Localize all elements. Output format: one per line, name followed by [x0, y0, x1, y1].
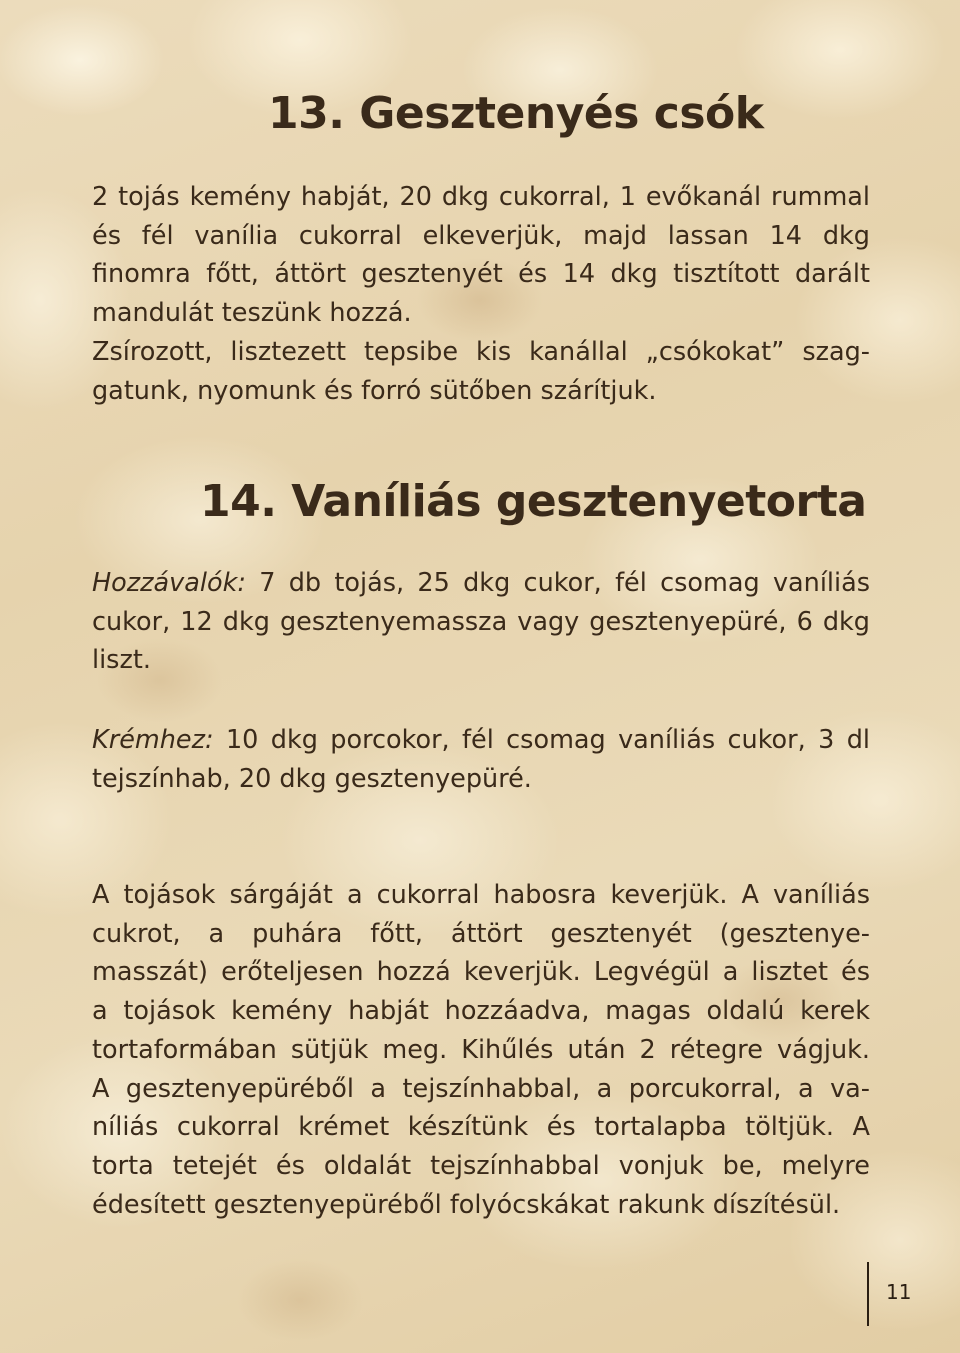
page-number: 11	[886, 1280, 912, 1304]
text-line: Zsírozott, lisztezett tepsibe kis kanállal „csókokat” szag-	[92, 336, 870, 367]
text-line: 2 tojás kemény habját, 20 dkg cukorral, 1 evőkanál rummal	[92, 182, 870, 212]
text-line: níliás cukorral krémet készítünk és tortalapba töltjük. A	[92, 1112, 870, 1143]
text-line: cukor, 12 dkg gesztenyemassza vagy gesztenyepüré, 6 dkg	[92, 606, 870, 637]
text-line: liszt.	[92, 645, 151, 676]
text-line: tortaformában sütjük meg. Kihűlés után 2 rétegre vágjuk.	[92, 1034, 870, 1065]
text-line: cukrot, a puhára főtt, áttört gesztenyét (gesztenye-	[92, 918, 870, 949]
method-paragraph	[92, 876, 870, 1224]
cream-label: Krémhez:	[92, 725, 214, 755]
recipe-13-text	[92, 178, 870, 410]
text-line: masszát) erőteljesen hozzá keverjük. Legvégül a lisztet és	[92, 957, 870, 988]
text-line: torta tetejét és oldalát tejszínhabbal vonjuk be, melyre	[92, 1150, 870, 1181]
text-line: tejszínhab, 20 dkg gesztenyepüré.	[92, 763, 532, 794]
ingredients-paragraph	[92, 564, 870, 680]
recipe-14-title: 14. Vaníliás gesztenyetorta	[200, 476, 867, 527]
page-number-divider	[867, 1262, 869, 1326]
text-line: édesített gesztenyepüréből folyócskákat rakunk díszítésül.	[92, 1189, 841, 1220]
cream-paragraph	[92, 721, 870, 798]
text-line	[92, 564, 870, 603]
text-line: gatunk, nyomunk és forró sütőben szárítjuk.	[92, 375, 657, 406]
cream-text: 10 dkg porcokor, fél csomag vaníliás cukor, 3 dl	[225, 725, 870, 755]
text-line: A gesztenyepüréből a tejszínhabbal, a porcukorral, a va-	[92, 1073, 870, 1104]
recipe-13-title: 13. Gesztenyés csók	[268, 88, 764, 139]
text-line: és fél vanília cukorral elkeverjük, majd lassan 14 dkg	[92, 220, 870, 251]
text-line: A tojások sárgáját a cukorral habosra keverjük. A vaníliás	[92, 880, 870, 910]
text-line: a tojások kemény habját hozzáadva, magas oldalú kerek	[92, 996, 870, 1027]
text-line: mandulát teszünk hozzá.	[92, 298, 412, 329]
ingredients-text: 7 db tojás, 25 dkg cukor, fél csomag vaníliás	[259, 568, 870, 598]
text-line: finomra főtt, áttört gesztenyét és 14 dkg tisztított darált	[92, 259, 870, 290]
text-line	[92, 721, 870, 760]
ingredients-label: Hozzávalók:	[92, 568, 246, 598]
